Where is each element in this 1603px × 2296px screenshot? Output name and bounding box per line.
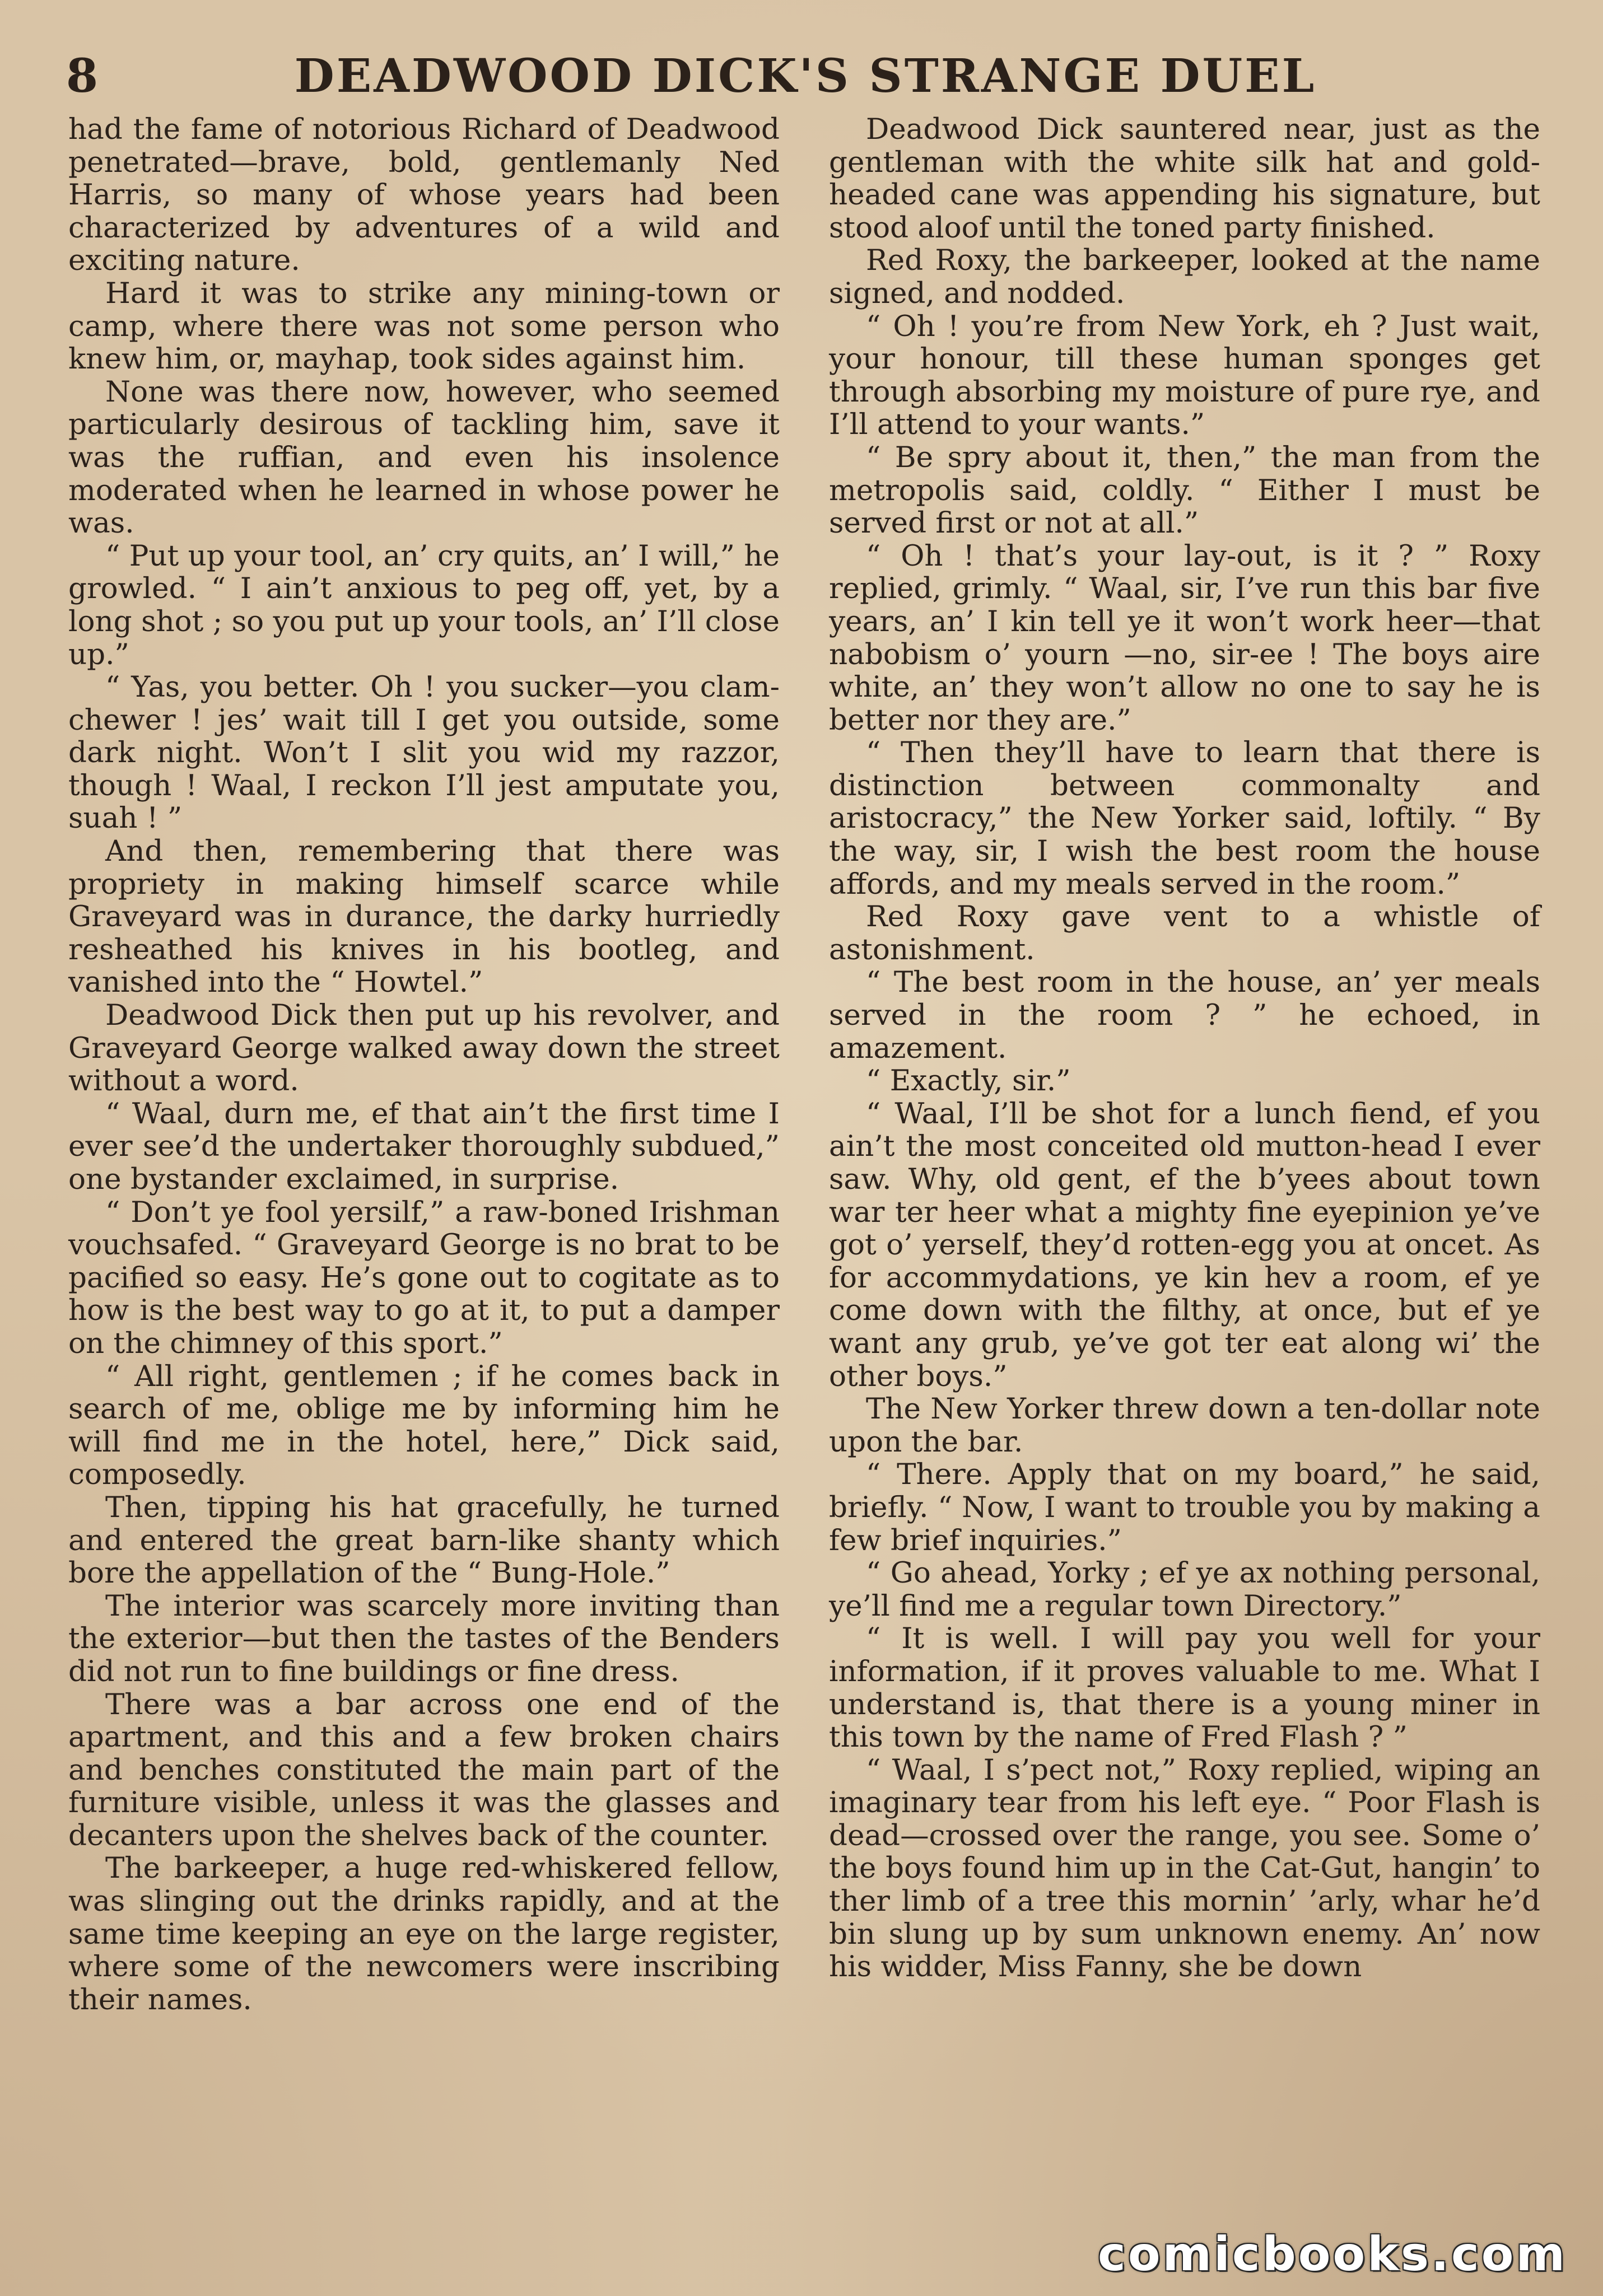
paragraph: “ Put up your tool, an’ cry quits, an’ I will,” he growled. “ I ain’t anxious to peg off, yet, by a long shot ; so you put up your tools, an’ I’ll close up.”: [68, 539, 780, 671]
paragraph: None was there now, however, who seemed particularly desirous of tackling him, save it was the ruffian, and even his insolence moderated when he learned in whose power he was.: [68, 375, 780, 540]
paragraph: Deadwood Dick sauntered near, just as the gentleman with the white silk hat and gold-headed cane was appending his signature, but stood aloof until the toned party finished.: [829, 113, 1540, 245]
paragraph: “ It is well. I will pay you well for your information, if it proves valuable to me. What I understand is, that there is a young miner in this town by the name of Fred Flash ? ”: [829, 1622, 1540, 1754]
paragraph: The barkeeper, a huge red-whiskered fellow, was slinging out the drinks rapidly, and at the same time keeping an eye on the large register, where some of the newcomers were inscribing their names.: [68, 1851, 780, 2017]
left-column: [68, 113, 780, 2016]
running-title: DEADWOOD DICK'S STRANGE DUEL: [294, 49, 1317, 103]
paragraph: “ All right, gentlemen ; if he comes back in search of me, oblige me by informing him he will find me in the hotel, here,” Dick said, composedly.: [68, 1359, 780, 1492]
right-column: [829, 113, 1540, 1984]
paragraph: “ There. Apply that on my board,” he said, briefly. “ Now, I want to trouble you by making a few brief inquiries.”: [829, 1458, 1540, 1557]
paragraph: There was a bar across one end of the apartment, and this and a few broken chairs and benches constituted the main part of the furniture visible, unless it was the glasses and decanters upon the shelves back of the counter.: [68, 1687, 780, 1852]
paragraph: “ Yas, you better. Oh ! you sucker—you clam-chewer ! jes’ wait till I get you outside, some dark night. Won’t I slit you wid my razzor, though ! Waal, I reckon I’ll jest amputate you, suah ! ”: [68, 670, 780, 836]
paragraph: “ Waal, I’ll be shot for a lunch fiend, ef you ain’t the most conceited old mutton-head I ever saw. Why, old gent, ef the b’yees about town war ter heer what a mighty fine eyepinion ye’ve got o’ yerself, they’d rotten-egg you at oncet. As for accommydations, ye kin hev a room, ef ye come down with the filthy, at once, but ef ye want any grub, ye’ve got ter eat along wi’ the other boys.”: [829, 1096, 1540, 1393]
paragraph: “ Exactly, sir.”: [866, 1064, 1071, 1098]
paragraph: Deadwood Dick then put up his revolver, and Graveyard George walked away down the street without a word.: [68, 998, 780, 1098]
paragraph: “ Go ahead, Yorky ; ef ye ax nothing personal, ye’ll find me a regular town Directory.”: [829, 1556, 1540, 1623]
paragraph: had the fame of notorious Richard of Deadwood penetrated—brave, bold, gentlemanly Ned Harris, so many of whose years had been characterized by adventures of a wild and exciting nature.: [68, 113, 780, 278]
paragraph: And then, remembering that there was propriety in making himself scarce while Graveyard was in durance, the darky hurriedly resheathed his knives in his bootleg, and vanished into the “ Howtel.”: [68, 834, 780, 1000]
paragraph: “ Be spry about it, then,” the man from the metropolis said, coldly. “ Either I must be served first or not at all.”: [829, 440, 1540, 540]
paragraph: Hard it was to strike any mining-town or camp, where there was not some person who knew him, or, mayhap, took sides against him.: [68, 276, 780, 376]
page-number: 8: [66, 49, 99, 103]
page-header: [66, 49, 1545, 111]
paragraph: “ Oh ! you’re from New York, eh ? Just wait, your honour, till these human sponges get through absorbing my moisture of pure rye, and I’ll attend to your wants.”: [829, 309, 1540, 442]
paragraph: “ Oh ! that’s your lay-out, is it ? ” Roxy replied, grimly. “ Waal, sir, I’ve run this bar five years, an’ I kin tell ye it won’t work heer—that nabobism o’ yourn —no, sir-ee ! The boys aire white, an’ they won’t allow no one to say he is better nor they are.”: [829, 539, 1540, 737]
paragraph: “ Waal, durn me, ef that ain’t the first time I ever see’d the undertaker thoroughly subdued,” one bystander exclaimed, in surprise.: [68, 1096, 780, 1196]
paragraph: Red Roxy gave vent to a whistle of astonishment.: [829, 900, 1540, 967]
paragraph: The interior was scarcely more inviting than the exterior—but then the tastes of the Benders did not run to fine buildings or fine dress.: [68, 1589, 780, 1688]
paragraph: “ Then they’ll have to learn that there is distinction between commonalty and aristocracy,” the New Yorker said, loftily. “ By the way, sir, I wish the best room the house affords, and my meals served in the room.”: [829, 736, 1540, 901]
watermark: comicbooks.com: [1098, 2227, 1567, 2281]
paragraph: “ The best room in the house, an’ yer meals served in the room ? ” he echoed, in amazement.: [829, 965, 1540, 1065]
paragraph: Red Roxy, the barkeeper, looked at the name signed, and nodded.: [829, 244, 1540, 310]
paragraph: The New Yorker threw down a ten-dollar note upon the bar.: [829, 1392, 1540, 1459]
paragraph: “ Waal, I s’pect not,” Roxy replied, wiping an imaginary tear from his left eye. “ Poor Flash is dead—crossed over the range, you see. Some o’ the boys found him up in the Cat-Gut, hangin’ to ther limb of a tree this mornin’ ’arly, whar he’d bin slung up by sum unknown enemy. An’ now his widder, Miss Fanny, she be down: [829, 1753, 1540, 1984]
paragraph: Then, tipping his hat gracefully, he turned and entered the great barn-like shanty which bore the appellation of the “ Bung-Hole.”: [68, 1490, 780, 1590]
paragraph: “ Don’t ye fool yersilf,” a raw-boned Irishman vouchsafed. “ Graveyard George is no brat to be pacified so easy. He’s gone out to cogitate as to how is the best way to go at it, to put a damper on the chimney of this sport.”: [68, 1195, 780, 1360]
